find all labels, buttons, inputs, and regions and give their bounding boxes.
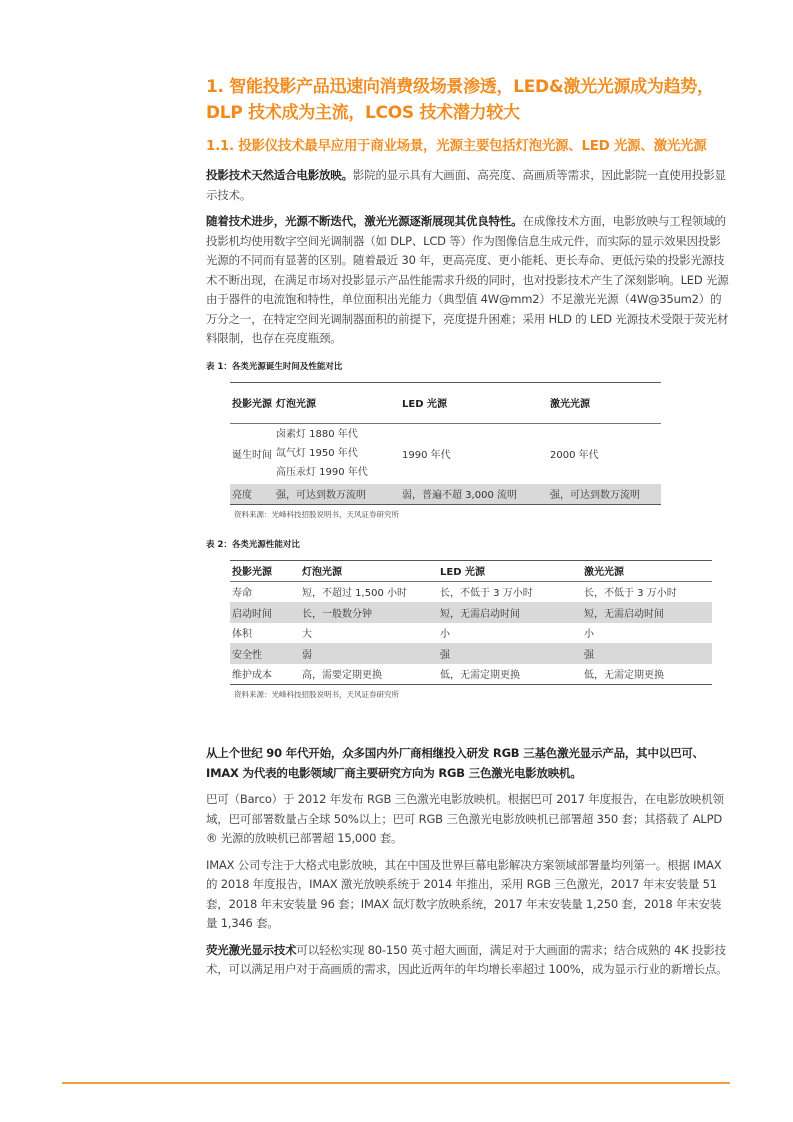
bulb-time: 氙气灯 1950 年代 bbox=[276, 448, 358, 459]
table-2-cell: 长，不低于 3 万小时 bbox=[584, 588, 677, 600]
table-2-cell: 低，无需定期更换 bbox=[584, 670, 664, 682]
table-1-cell: 1990 年代 bbox=[402, 450, 451, 461]
table-2-cell: 维护成本 bbox=[232, 670, 272, 682]
paragraph-2-lead: 随着技术进步，光源不断迭代，激光光源逐渐展现其优良特性。 bbox=[206, 214, 523, 228]
bulb-time: 卤素灯 1880 年代 bbox=[276, 429, 358, 440]
table-1-header: 灯泡光源 bbox=[274, 382, 400, 423]
table-row bbox=[230, 623, 712, 644]
table-1-header: 投影光源 bbox=[230, 382, 274, 423]
table-2-cell: 强 bbox=[438, 643, 582, 664]
subsection-heading: 1.1. 投影仪技术最早应用于商业场景，光源主要包括灯泡光源、LED 光源、激光光源 bbox=[206, 138, 707, 154]
table-1-header: LED 光源 bbox=[400, 382, 548, 423]
paragraph-3-text: 从上个世纪 90 年代开始，众多国内外厂商相继投入研发 RGB 三基色激光显示产品，其中以巴可、IMAX 为代表的电影领域厂商主要研究方向为 RGB 三色激光电影放映机。 bbox=[206, 746, 704, 780]
paragraph-2 bbox=[206, 212, 729, 349]
paragraph-2-text: 在成像技术方面，电影放映与工程领域的投影机均使用数字空间光调制器（如 DLP、LCD 等）作为图像信息生成元件，而实际的显示效果因投影光源的不同而有显著的区别。随着最近 30 年，更高亮度、更小能耗、更长寿命、更低污染的投影光源技术不断出现，在满足市场对投影显示产品性能需求升级的同时，也对投影技术产生了深刻影响。LED 光源由于器件的电流饱和特性，单位面积出光能力（典型值 4W@mm2）不足激光光源（4W@35um2）的万分之一，在特定空间光调制器面积的前提下，亮度提升困难；采用 HLD 的 LED 光源技术受限于荧光材料限制，也存在亮度瓶颈。 bbox=[206, 214, 729, 345]
paragraph-6 bbox=[206, 941, 729, 980]
table-row bbox=[230, 664, 712, 685]
paragraph-1-lead: 投影技术天然适合电影放映。 bbox=[206, 168, 353, 182]
table-2-cell: 大 bbox=[302, 629, 312, 641]
table-2-cell: 启动时间 bbox=[230, 602, 300, 623]
table-row bbox=[230, 581, 712, 602]
table-2-cell: 长，不低于 3 万小时 bbox=[440, 588, 533, 600]
paragraph-5: IMAX 公司专注于大格式电影放映，其在中国及世界巨幕电影解决方案领域部署量均列第一。根据 IMAX 的 2018 年度报告，IMAX 激光放映系统于 2014 年推出，采用 RGB 三色激光，2017 年末安装量 51 套，2018 年末安装量 96 套；IMAX 氙灯数字放映系统，2017 年末安装量 1,250 套，2018 年末安装量 1,346 套。 bbox=[206, 857, 722, 930]
table-1 bbox=[230, 382, 661, 505]
paragraph-4: 巴可（Barco）于 2012 年发布 RGB 三色激光电影放映机。根据巴可 2017 年度报告，在电影放映机领域，巴可部署数量占全球 50%以上；巴可 RGB 三色激光电影放映机已部署超 350 套；其搭载了 ALPD ® 光源的放映机已部署超 15,000 套。 bbox=[206, 792, 724, 845]
table-2-cell: 小 bbox=[584, 629, 594, 641]
footer-divider bbox=[62, 1082, 730, 1084]
paragraph-6-text: 可以轻松实现 80-150 英寸超大画面，满足对于大画面的需求；结合成熟的 4K 投影技术，可以满足用户对于高画质的需求，因此近两年的年均增长率超过 100%，成为显示行业的新增长点。 bbox=[206, 942, 728, 976]
table-1-header: 激光光源 bbox=[548, 382, 661, 423]
table-1-cell bbox=[274, 423, 400, 484]
paragraph-3 bbox=[206, 744, 729, 783]
table-1-caption: 表 1：各类光源诞生时间及性能对比 bbox=[206, 361, 343, 372]
table-1-cell: 2000 年代 bbox=[550, 450, 599, 461]
paragraph-6-lead: 荧光激光显示技术 bbox=[206, 942, 297, 957]
table-1-cell: 强，可达到数万流明 bbox=[548, 484, 661, 505]
document-page bbox=[206, 74, 729, 980]
table-row bbox=[230, 602, 712, 623]
table-2-caption: 表 2：各类光源性能对比 bbox=[206, 539, 300, 550]
table-2-header: 投影光源 bbox=[230, 560, 300, 581]
table-2-source: 资料来源：光峰科技招股说明书，天风证券研究所 bbox=[234, 690, 399, 699]
table-2-header: 灯泡光源 bbox=[300, 560, 438, 581]
table-2-cell: 弱 bbox=[300, 643, 438, 664]
table-2-cell: 小 bbox=[440, 629, 450, 641]
table-1-cell: 弱，普遍不超 3,000 流明 bbox=[400, 484, 548, 505]
table-2-cell: 安全性 bbox=[230, 643, 300, 664]
table-2-cell: 长，一般数分钟 bbox=[300, 602, 438, 623]
table-2-cell: 短，不超过 1,500 小时 bbox=[302, 588, 407, 600]
table-2-cell: 寿命 bbox=[232, 588, 252, 600]
table-1-source: 资料来源：光峰科技招股说明书，天风证券研究所 bbox=[234, 509, 399, 519]
table-2-cell: 低，无需定期更换 bbox=[440, 670, 520, 682]
table-row bbox=[230, 643, 712, 664]
bulb-time: 高压汞灯 1990 年代 bbox=[276, 467, 368, 478]
table-2-cell: 短，无需启动时间 bbox=[438, 602, 582, 623]
table-2-header: LED 光源 bbox=[438, 560, 582, 581]
table-2-cell: 强 bbox=[582, 643, 712, 664]
section-heading: 1. 智能投影产品迅速向消费级场景渗透，LED&激光光源成为趋势，DLP 技术成为主流，LCOS 技术潜力较大 bbox=[206, 77, 714, 123]
paragraph-1-text: 影院的显示具有大画面、高亮度、高画质等需求，因此影院一直使用投影显示技术。 bbox=[206, 168, 726, 202]
paragraph-1 bbox=[206, 166, 729, 205]
table-1-cell: 诞生时间 bbox=[232, 450, 272, 461]
table-2-cell: 高，需要定期更换 bbox=[302, 670, 382, 682]
table-1-cell: 强，可达到数万流明 bbox=[274, 484, 400, 505]
table-2-header: 激光光源 bbox=[582, 560, 712, 581]
table-2-cell: 短，无需启动时间 bbox=[582, 602, 712, 623]
table-2 bbox=[230, 560, 712, 686]
table-1-cell: 亮度 bbox=[230, 484, 274, 505]
table-2-cell: 体积 bbox=[232, 629, 252, 641]
